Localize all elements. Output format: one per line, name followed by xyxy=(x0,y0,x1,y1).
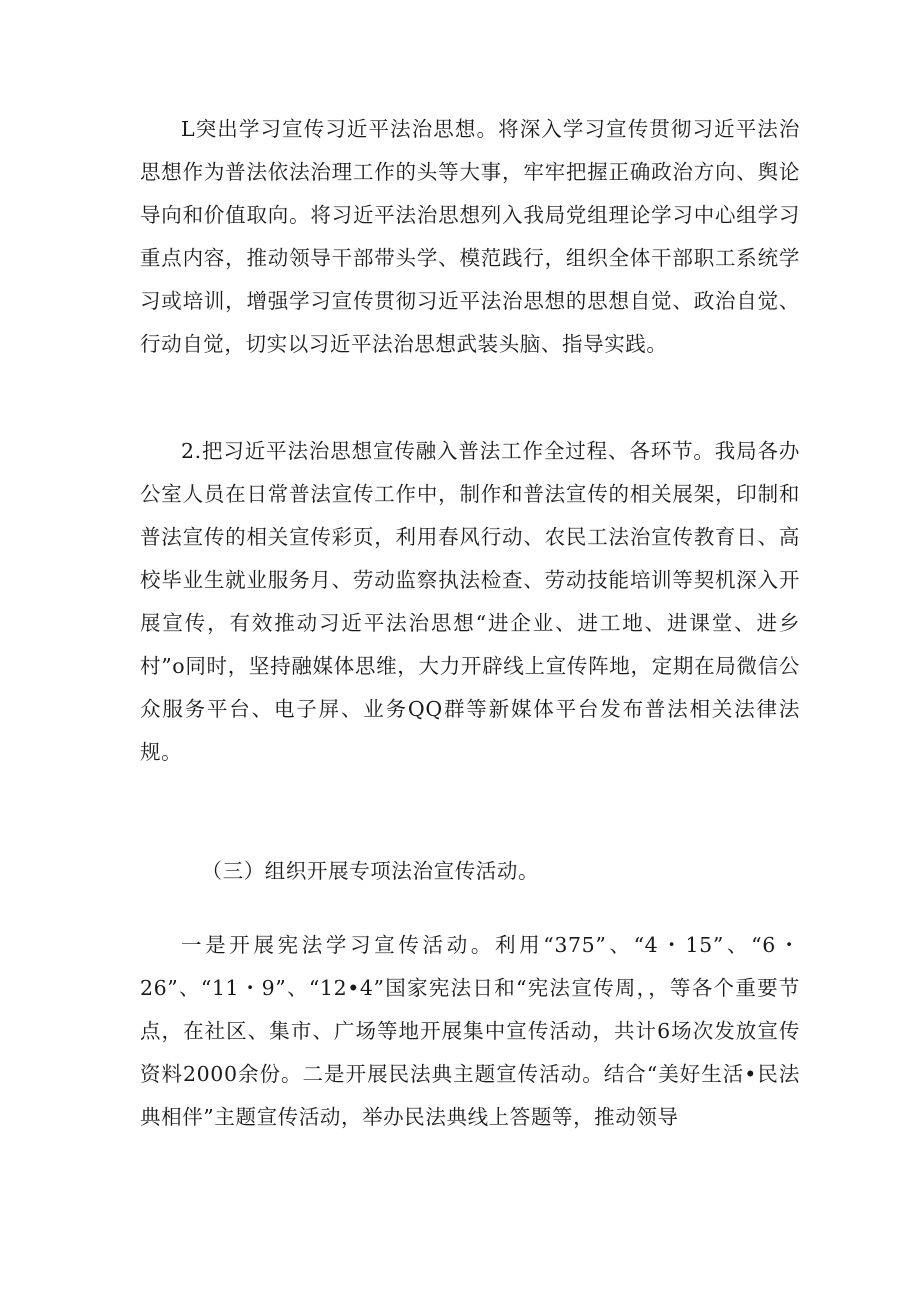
paragraph-constitution-activities: 一是开展宪法学习宣传活动。利用“375”、“4・15”、“6・26”、“11・9”、“12•4”国家宪法日和“宪法宣传周，，等各个重要节点，在社区、集市、广场等地开展集中宣传活动，共计6场次发放宣传资料2000余份。二是开展民法典主题宣传活动。结合“美好生活•民法典相伴”主题宣传活动，举办民法典线上答题等，推动领导 xyxy=(140,933,800,1129)
section-heading-special-activities: （三）组织开展专项法治宣传活动。 xyxy=(201,859,540,883)
paragraph-integrate-publicity: 2.把习近平法治思想宣传融入普法工作全过程、各环节。我局各办公室人员在日常普法宣传工作中，制作和普法宣传的相关展架，印制和普法宣传的相关宣传彩页，利用春风行动、农民工法治宣传教育日、高校毕业生就业服务月、劳动监察执法检查、劳动技能培训等契机深入开展宣传，有效推动习近平法治思想“进企业、进工地、进课堂、进乡村”o同时，坚持融媒体思维，大力开辟线上宣传阵地，定期在局微信公众服务平台、电子屏、业务QQ群等新媒体平台发布普法相关法律法规。 xyxy=(140,439,800,764)
paragraph-study-thought: L突出学习宣传习近平法治思想。将深入学习宣传贯彻习近平法治思想作为普法依法治理工作的头等大事，牢牢把握正确政治方向、舆论导向和价值取向。将习近平法治思想列入我局党组理论学习中心组学习重点内容，推动领导干部带头学、模范践行，组织全体干部职工系统学习或培训，增强学习宣传贯彻习近平法治思想的思想自觉、政治自觉、行动自觉，切实以习近平法治思想武装头脑、指导实践。 xyxy=(140,117,800,356)
